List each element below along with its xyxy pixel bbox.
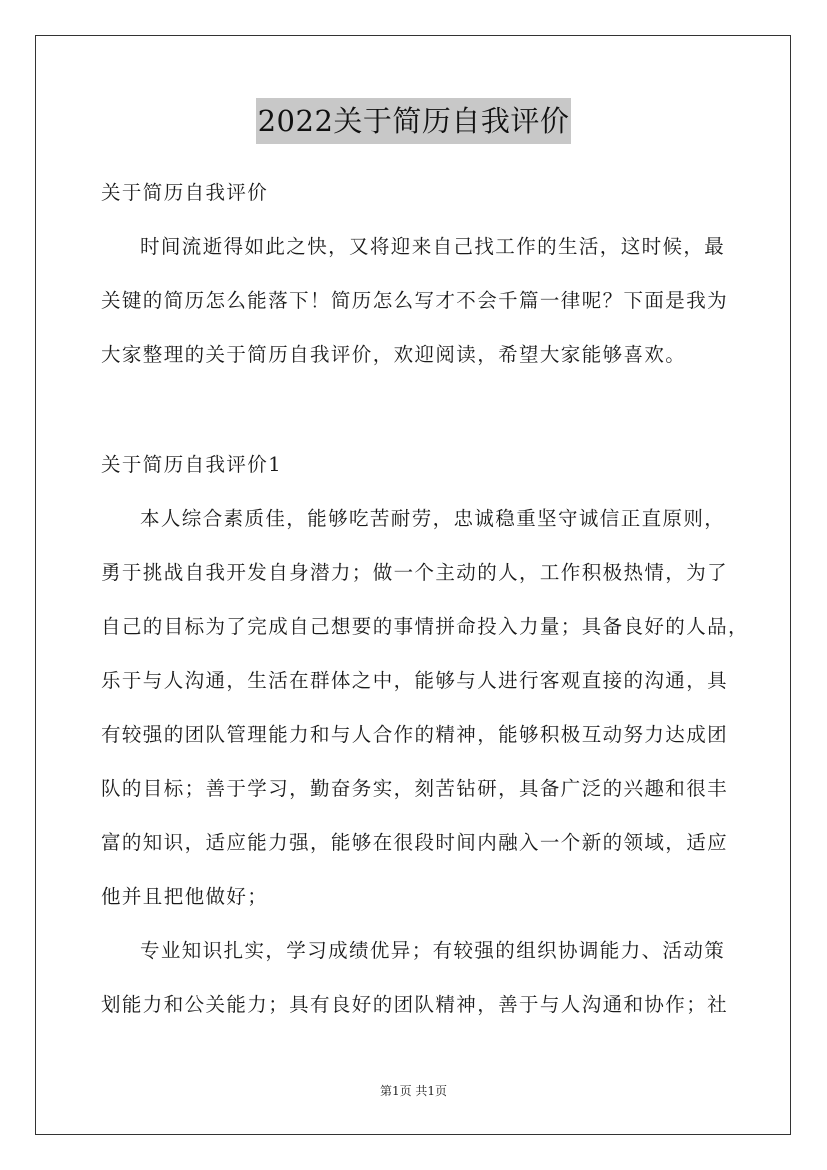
intro-line: 大家整理的关于简历自我评价，欢迎阅读，希望大家能够喜欢。 <box>101 343 687 366</box>
section-heading-1: 关于简历自我评价1 <box>101 453 283 476</box>
page-footer: 第1页 共1页 <box>379 1084 448 1098</box>
paragraph-line: 勇于挑战自我开发自身潜力；做一个主动的人，工作积极热情，为了 <box>101 561 729 584</box>
paragraph-line: 他并且把他做好； <box>101 885 269 908</box>
document-title: 2022关于简历自我评价 <box>256 98 572 144</box>
intro-line: 时间流逝得如此之快，又将迎来自己找工作的生活，这时候，最 <box>140 235 726 258</box>
paragraph-line: 乐于与人沟通，生活在群体之中，能够与人进行客观直接的沟通，具 <box>101 669 729 692</box>
paragraph-line: 队的目标；善于学习，勤奋务实，刻苦钻研，具备广泛的兴趣和很丰 <box>101 777 729 800</box>
title-container <box>0 98 827 144</box>
paragraph-line: 有较强的团队管理能力和与人合作的精神，能够积极互动努力达成团 <box>101 723 729 746</box>
paragraph-line: 富的知识，适应能力强，能够在很段时间内融入一个新的领域，适应 <box>101 831 729 854</box>
paragraph-line: 自己的目标为了完成自己想要的事情拼命投入力量；具备良好的人品， <box>101 615 749 638</box>
paragraph-line: 专业知识扎实，学习成绩优异；有较强的组织协调能力、活动策 <box>140 939 726 962</box>
paragraph-line: 划能力和公关能力；具有良好的团队精神，善于与人沟通和协作；社 <box>101 993 729 1016</box>
intro-line: 关键的简历怎么能落下！简历怎么写才不会千篇一律呢？下面是我为 <box>101 289 729 312</box>
paragraph-line: 本人综合素质佳，能够吃苦耐劳，忠诚稳重坚守诚信正直原则， <box>140 507 726 530</box>
section-heading-intro: 关于简历自我评价 <box>101 181 269 204</box>
